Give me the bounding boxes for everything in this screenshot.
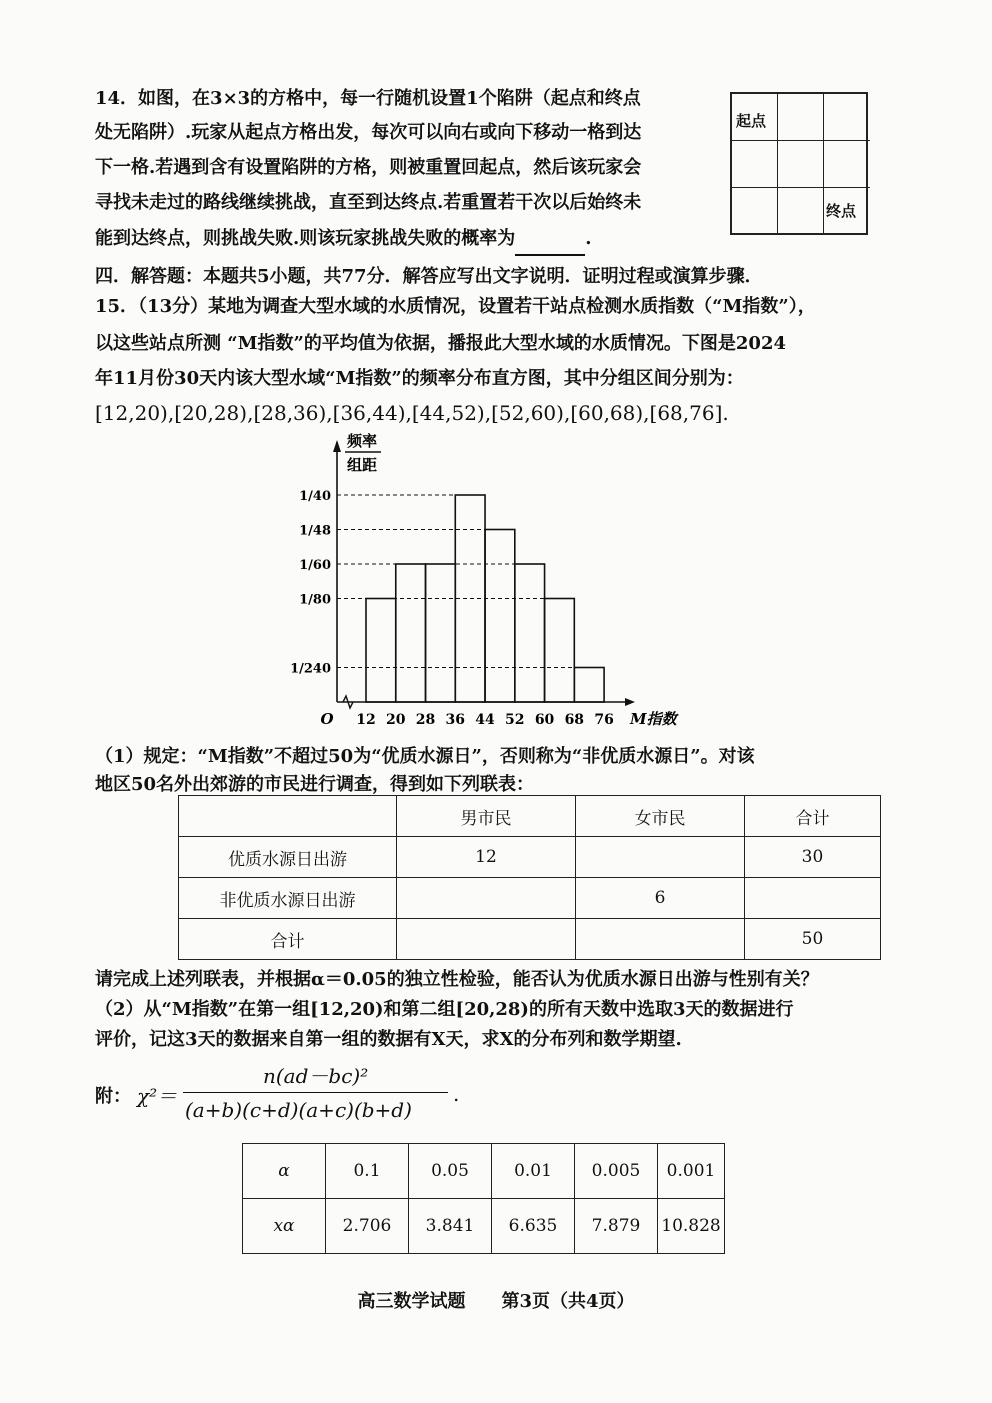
- y-tick-label: 1/240: [290, 661, 331, 677]
- q14-line-4: 寻找未走过的路线继续挑战，直至到达终点.若重置若干次以后始终未: [95, 192, 642, 213]
- table-cell: [576, 837, 745, 878]
- y-tick-label: 1/40: [299, 489, 331, 504]
- start-label: 起点: [736, 112, 767, 130]
- table-cell: xα: [243, 1199, 326, 1254]
- y-axis-label-bottom: 组距: [347, 456, 378, 474]
- q14-last-text: 能到达终点，则挑战失败.则该玩家挑战失败的概率为: [95, 228, 516, 249]
- x-tick-label: 28: [415, 712, 436, 728]
- section-heading: 四．解答题：本题共5小题，共77分．解答应写出文字说明．证明过程或演算步骤．: [95, 266, 763, 287]
- table-cell: 优质水源日出游: [179, 837, 397, 878]
- x-tick-label: 36: [445, 712, 466, 728]
- table-cell: 6: [576, 878, 745, 919]
- grid-cell: [824, 94, 870, 141]
- q15-line-3: 年11月份30天内该大型水域“M指数”的频率分布直方图，其中分组区间分别为：: [95, 368, 744, 389]
- end-label: 终点: [826, 202, 857, 220]
- table-cell: 非优质水源日出游: [179, 878, 397, 919]
- table-cell: α: [243, 1144, 326, 1199]
- grid-cell-end: [824, 188, 870, 235]
- x-tick-label: 60: [534, 712, 555, 728]
- histogram-bar: [366, 599, 396, 703]
- table-cell: [397, 919, 576, 960]
- page-footer: 高三数学试题 第3页（共4页）: [357, 1291, 635, 1312]
- table-cell: 2.706: [326, 1199, 409, 1254]
- formula-prefix: 附：: [95, 1086, 131, 1107]
- grid-cell: [732, 188, 778, 235]
- y-tick-label: 1/60: [299, 557, 331, 573]
- table-cell: [745, 878, 881, 919]
- x-axis-arrow: [625, 698, 635, 706]
- answer-blank: [515, 236, 585, 256]
- histogram-bar: [396, 564, 426, 702]
- table-row: [243, 1144, 725, 1199]
- q15-after-table: 请完成上述列联表，并根据α＝0.05的独立性检验，能否认为优质水源日出游与性别有关？: [95, 969, 819, 990]
- q15-part1-line-2: 地区50名外出郊游的市民进行调查，得到如下列联表：: [95, 774, 535, 795]
- q15-part2-line-2: 评价，记这3天的数据来自第一组的数据有X天，求X的分布列和数学期望.: [95, 1029, 682, 1050]
- q15-part1-line-1: （1）规定：“M指数”不超过50为“优质水源日”，否则称为“非优质水源日”。对该: [95, 746, 755, 767]
- x-tick-label: 20: [386, 712, 406, 728]
- q15-line-2: 以这些站点所测 “M指数”的平均值为依据，播报此大型水域的水质情况。下图是2024: [95, 333, 786, 354]
- table-cell: 12: [397, 837, 576, 878]
- table-cell: 10.828: [658, 1199, 725, 1254]
- x-tick-label: 12: [356, 712, 376, 728]
- y-tick-label: 1/80: [299, 592, 331, 608]
- grid-cell: [778, 188, 824, 235]
- table-cell: 女市民: [576, 796, 745, 837]
- contingency-table: [178, 795, 881, 960]
- x-tick-label: 68: [564, 712, 585, 728]
- y-axis-label-top: 频率: [347, 432, 378, 450]
- formula-lhs: χ²＝: [137, 1084, 178, 1108]
- histogram-bar: [426, 564, 456, 702]
- grid-cell: [732, 141, 778, 188]
- critical-value-table: [242, 1143, 725, 1254]
- table-cell: 7.879: [575, 1199, 658, 1254]
- table-cell: 0.05: [409, 1144, 492, 1199]
- q15-part2-line-1: （2）从“M指数”在第一组[12,20)和第二组[20,28)的所有天数中选取3天的数据进行: [95, 999, 794, 1020]
- table-cell: 合计: [179, 919, 397, 960]
- histogram-bar: [515, 564, 545, 702]
- table-cell: 合计: [745, 796, 881, 837]
- histogram-bar: [545, 599, 575, 703]
- trap-grid: [730, 92, 868, 235]
- table-cell: 男市民: [397, 796, 576, 837]
- table-cell: [397, 878, 576, 919]
- table-row: [179, 837, 881, 878]
- q14-line-3: 下一格.若遇到含有设置陷阱的方格，则被重置回起点，然后该玩家会: [95, 157, 642, 178]
- origin-label: O: [320, 710, 334, 728]
- grid-cell: [778, 141, 824, 188]
- histogram: [280, 430, 710, 745]
- table-cell: 3.841: [409, 1199, 492, 1254]
- fraction-bar: [183, 1092, 448, 1093]
- table-cell: 0.1: [326, 1144, 409, 1199]
- table-cell: 0.005: [575, 1144, 658, 1199]
- table-header-row: [179, 796, 881, 837]
- table-row: [179, 919, 881, 960]
- formula-numerator: n(ad－bc)²: [263, 1064, 369, 1088]
- formula-denominator: (a+b)(c+d)(a+c)(b+d): [185, 1098, 412, 1122]
- table-cell: [179, 796, 397, 837]
- table-cell: 0.01: [492, 1144, 575, 1199]
- grid-cell: [778, 94, 824, 141]
- q14-line-1: 14．如图，在3×3的方格中，每一行随机设置1个陷阱（起点和终点: [95, 88, 641, 109]
- q15-line-1: 15．（13分）某地为调查大型水域的水质情况，设置若干站点检测水质指数（“M指数”），: [95, 296, 816, 317]
- q14-line-2: 处无陷阱）.玩家从起点方格出发，每次可以向右或向下移动一格到达: [95, 122, 642, 143]
- y-tick-label: 1/48: [299, 523, 331, 539]
- x-tick-label: 44: [475, 712, 495, 728]
- table-cell: 30: [745, 837, 881, 878]
- table-cell: 50: [745, 919, 881, 960]
- table-cell: 0.001: [658, 1144, 725, 1199]
- q14-last-end: .: [585, 228, 592, 249]
- table-row: [179, 878, 881, 919]
- histogram-bar: [574, 667, 604, 702]
- table-row: [243, 1199, 725, 1254]
- grid-cell: [824, 141, 870, 188]
- histogram-bar: [485, 530, 515, 702]
- grid-cell-start: [732, 94, 778, 141]
- x-tick-label: 52: [505, 712, 525, 728]
- table-cell: [576, 919, 745, 960]
- y-axis-arrow: [333, 440, 341, 452]
- q14-line-5: [95, 222, 592, 256]
- x-tick-label: 76: [594, 712, 614, 728]
- q15-intervals: [12,20),[20,28),[28,36),[36,44),[44,52),[52,60),[60,68),[68,76].: [95, 401, 729, 425]
- formula-end: .: [453, 1082, 460, 1106]
- x-axis-label: M指数: [630, 710, 677, 728]
- table-cell: 6.635: [492, 1199, 575, 1254]
